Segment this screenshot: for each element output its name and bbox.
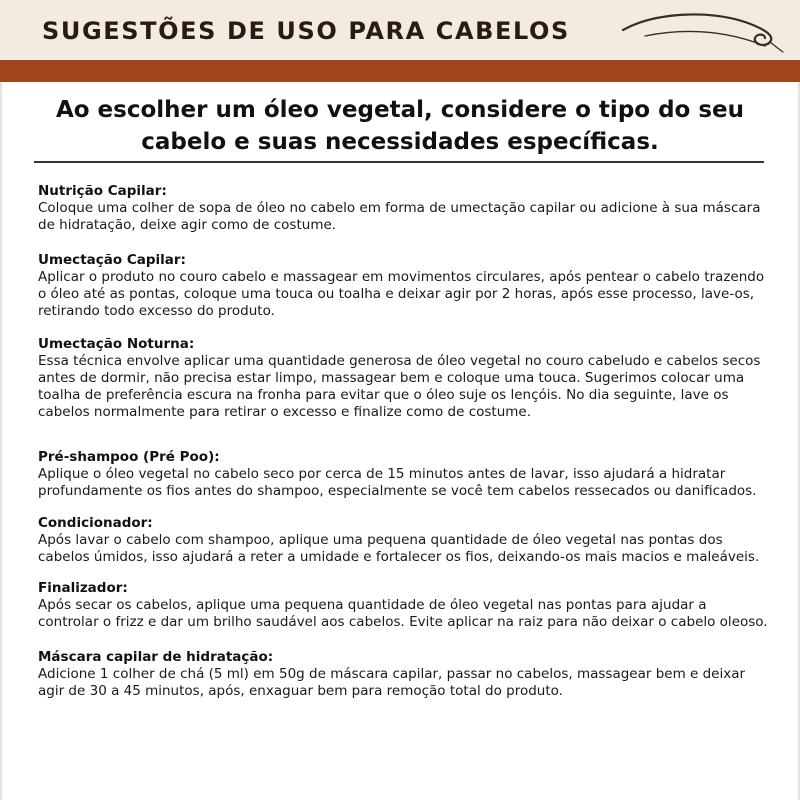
section-body: Aplicar o produto no couro cabelo e massagear em movimentos circulares, após pentear o cabelo trazendo o óleo até as pontas, coloque uma touca ou toalha e deixar agir por 2 horas, após esse processo, lave-os, retirando todo excesso do produto. [38,269,765,319]
frame-border-left [0,82,2,800]
flourish-ornament-icon [615,6,785,56]
section-condicionador [38,514,768,566]
section-heading: Umectação Capilar: [38,252,186,268]
section-body: Após secar os cabelos, aplique uma pequena quantidade de óleo vegetal nas pontas para ajudar a controlar o frizz e dar um brilho saudável aos cabelos. Evite aplicar na raiz para não deixar o cabelo oleoso. [38,597,768,630]
intro-text: Ao escolher um óleo vegetal, considere o tipo do seu cabelo e suas necessidades específicas. [55,97,745,155]
section-heading: Máscara capilar de hidratação: [38,649,274,665]
section-body: Aplique o óleo vegetal no cabelo seco por cerca de 15 minutos antes de lavar, isso ajudará a hidratar profundamente os fios antes do shampoo, especialmente se você tem cabelos ressecados ou danificados. [38,466,757,499]
section-body: Essa técnica envolve aplicar uma quantidade generosa de óleo vegetal no couro cabeludo e cabelos secos antes de dormir, não precisa estar limpo, massagear bem e coloque uma touca. Sugerimos colocar uma toalha de preferência escura na fronha para evitar que o óleo suje os lençóis. No dia seguinte, lave os cabelos normalmente para retirar o excesso e finalize como de costume. [38,353,761,420]
section-finalizador [38,579,768,631]
section-heading: Umectação Noturna: [38,336,195,352]
accent-band [0,60,800,82]
section-body: Adicione 1 colher de chá (5 ml) em 50g de máscara capilar, passar no cabelos, massagear bem e deixar agir de 30 a 45 minutos, após, enxaguar bem para remoção total do produto. [38,666,746,699]
section-pre-shampoo [38,448,768,500]
section-heading: Nutrição Capilar: [38,183,167,199]
section-heading: Pré-shampoo (Pré Poo): [38,449,220,465]
divider [34,161,764,163]
section-heading: Condicionador: [38,515,153,531]
section-body: Coloque uma colher de sopa de óleo no cabelo em forma de umectação capilar ou adicione à sua máscara de hidratação, deixe agir como de costume. [38,200,761,233]
section-nutricao-capilar [38,182,768,234]
usage-sections [38,182,768,700]
header-banner [0,0,800,60]
section-umectacao-noturna [38,335,768,421]
page-title: SUGESTÕES DE USO PARA CABELOS [42,17,570,45]
section-heading: Finalizador: [38,580,128,596]
section-body: Após lavar o cabelo com shampoo, aplique uma pequena quantidade de óleo vegetal nas pontas dos cabelos úmidos, isso ajudará a reter a umidade e fortalecer os fios, deixando-os mais macios e maleáveis. [38,532,760,565]
section-umectacao-capilar [38,251,768,320]
section-mascara-capilar [38,648,768,700]
